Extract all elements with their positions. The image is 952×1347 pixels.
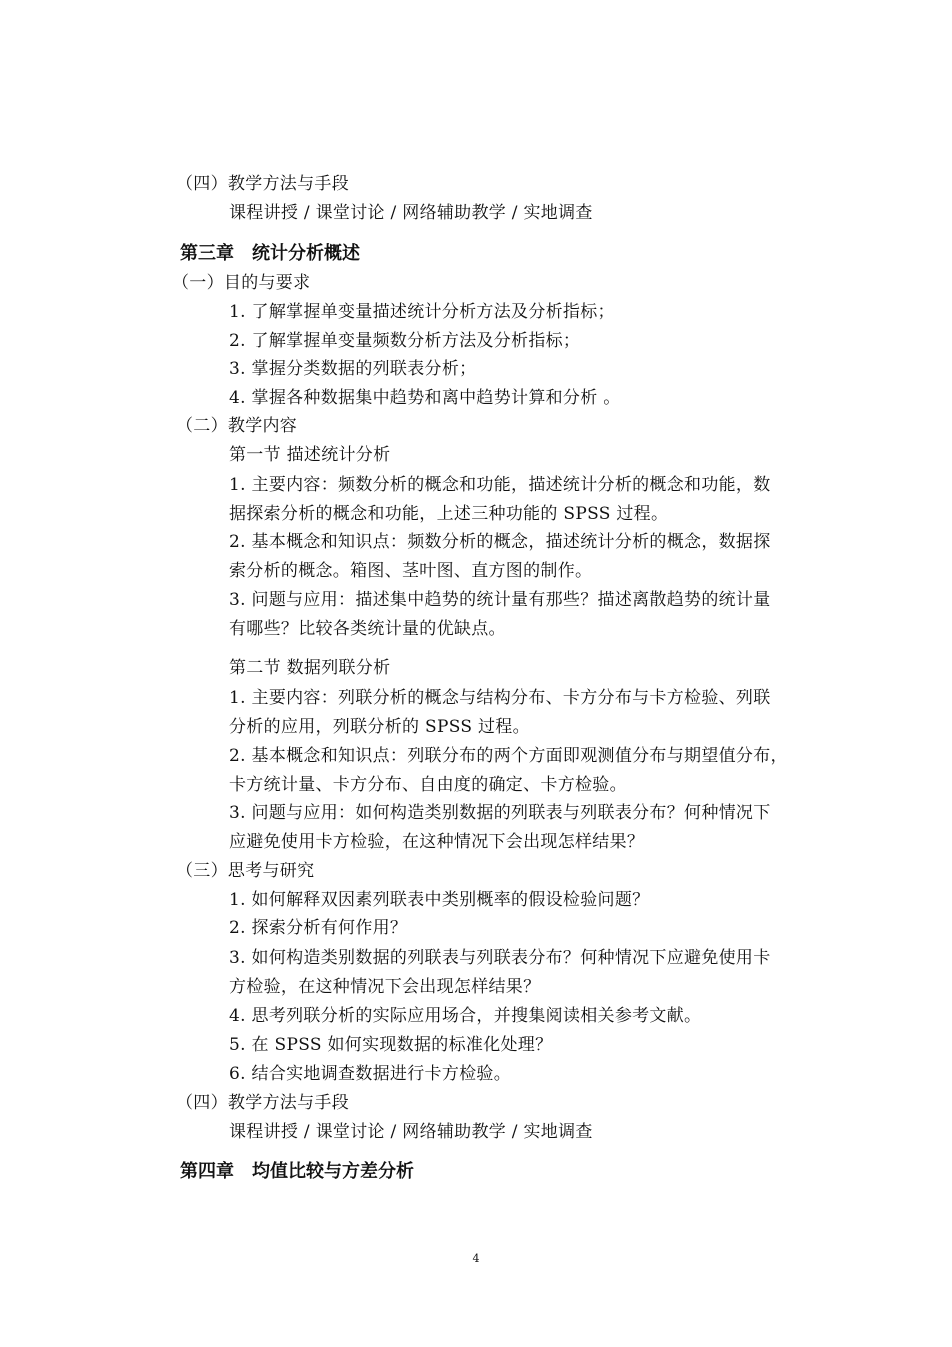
paragraph: 3. 问题与应用：描述集中趋势的统计量有那些？描述离散趋势的统计量 <box>229 590 771 610</box>
section-heading: （四）教学方法与手段 <box>176 174 349 194</box>
paragraph: 分析的应用，列联分析的 SPSS 过程。 <box>229 717 530 737</box>
paragraph: 1. 主要内容：频数分析的概念和功能，描述统计分析的概念和功能，数 <box>229 475 771 495</box>
list-item: 2. 了解掌握单变量频数分析方法及分析指标； <box>229 331 581 351</box>
chapter-title: 第三章 统计分析概述 <box>180 243 360 264</box>
paragraph: 有哪些？比较各类统计量的优缺点。 <box>229 619 506 639</box>
list-item: 4. 思考列联分析的实际应用场合，并搜集阅读相关参考文献。 <box>229 1006 702 1026</box>
section-heading: （二）教学内容 <box>176 416 298 436</box>
list-item: 方检验，在这种情况下会出现怎样结果？ <box>229 977 541 997</box>
list-item: 1. 如何解释双因素列联表中类别概率的假设检验问题？ <box>229 890 650 910</box>
section-heading: （三）思考与研究 <box>176 861 315 881</box>
section-heading: （四）教学方法与手段 <box>176 1093 349 1113</box>
list-item: 6. 结合实地调查数据进行卡方检验。 <box>229 1064 512 1084</box>
paragraph: 1. 主要内容：列联分析的概念与结构分布、卡方分布与卡方检验、列联 <box>229 688 771 708</box>
list-item: 3. 掌握分类数据的列联表分析； <box>229 359 477 379</box>
paragraph: 2. 基本概念和知识点：频数分析的概念，描述统计分析的概念，数据探 <box>229 532 771 552</box>
paragraph: 2. 基本概念和知识点：列联分布的两个方面即观测值分布与期望值分布， <box>229 746 788 766</box>
section-heading: （一）目的与要求 <box>172 273 311 293</box>
page-number: 4 <box>472 1252 480 1265</box>
subsection-title: 第一节 描述统计分析 <box>229 445 391 465</box>
list-item: 5. 在 SPSS 如何实现数据的标准化处理？ <box>229 1035 553 1055</box>
paragraph: 课程讲授 / 课堂讨论 / 网络辅助教学 / 实地调查 <box>229 1122 593 1142</box>
list-item: 4. 掌握各种数据集中趋势和离中趋势计算和分析 。 <box>229 388 621 408</box>
list-item: 3. 如何构造类别数据的列联表与列联表分布？何种情况下应避免使用卡 <box>229 948 771 968</box>
paragraph: 课程讲授 / 课堂讨论 / 网络辅助教学 / 实地调查 <box>229 203 593 223</box>
paragraph: 卡方统计量、卡方分布、自由度的确定、卡方检验。 <box>229 775 627 795</box>
list-item: 1. 了解掌握单变量描述统计分析方法及分析指标； <box>229 302 615 322</box>
chapter-title: 第四章 均值比较与方差分析 <box>180 1161 414 1182</box>
subsection-title: 第二节 数据列联分析 <box>229 658 391 678</box>
paragraph: 应避免使用卡方检验，在这种情况下会出现怎样结果？ <box>229 832 645 852</box>
paragraph: 据探索分析的概念和功能，上述三种功能的 SPSS 过程。 <box>229 504 669 524</box>
paragraph: 3. 问题与应用：如何构造类别数据的列联表与列联表分布？何种情况下 <box>229 803 771 823</box>
list-item: 2. 探索分析有何作用？ <box>229 918 408 938</box>
paragraph: 索分析的概念。箱图、茎叶图、直方图的制作。 <box>229 561 593 581</box>
